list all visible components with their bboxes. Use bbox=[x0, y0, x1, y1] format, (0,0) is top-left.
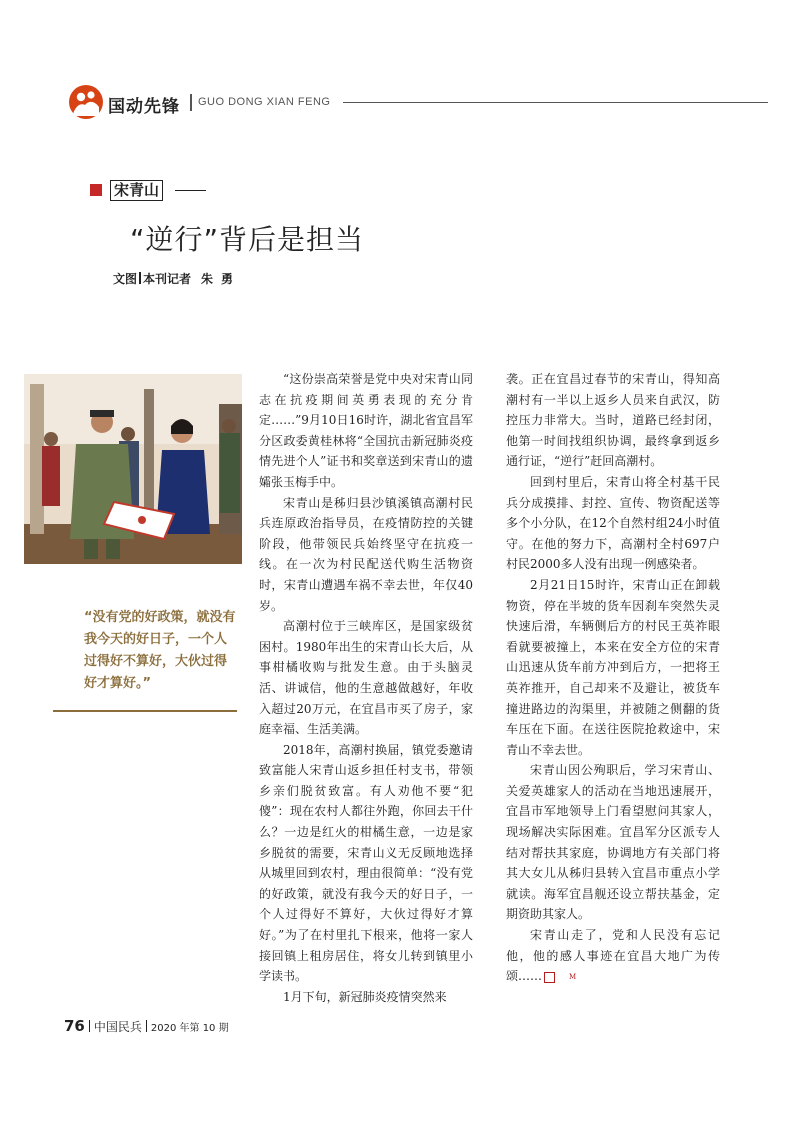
byline bbox=[113, 270, 241, 287]
paragraph: 宋青山因公殉职后，学习宋青山、关爱英雄家人的活动在当地迅速展开，宜昌市军地领导上门看望慰问其家人，现场解决实际困难。宜昌军分区派专人结对帮扶其家庭，协调地方有关部门将其大女儿从秭归县转入宜昌市重点小学就读。海军宜昌舰还设立帮扶基金，定期资助其家人。 bbox=[506, 763, 720, 922]
body-column-2 bbox=[506, 369, 720, 987]
paragraph: 回到村里后，宋青山将全村基干民兵分成摸排、封控、宣传、物资配送等多个小分队，在12个自然村组24小时值守。在他的努力下，高潮村全村697户村民2000多人没有出现一例感染者。 bbox=[506, 474, 720, 572]
byline-role: 本刊记者 bbox=[143, 272, 192, 286]
page-number: 76 bbox=[64, 1017, 85, 1035]
paragraph: 2018年，高潮村换届，镇党委邀请致富能人宋青山返乡担任村支书，带领乡亲们脱贫致富。有人劝他不要“犯傻”：现在农村人都往外跑，你回去干什么？一边是红火的柑橘生意，一边是家乡脱贫的需要，宋青山义无反顾地选择从城里回到农村，理由很简单：“没有党的好政策，就没有我今天的好日子，一个人过得好不算好，大伙过得好才算好。”为了在村里扎下根来，他将一家人接回镇上租房居住，将女儿转到镇里小学读书。 bbox=[259, 742, 473, 984]
end-mark-icon: M bbox=[544, 972, 555, 983]
final-text: 宋青山走了，党和人民没有忘记他，他的感人事迹在宜昌大地广为传颂…… bbox=[506, 928, 720, 984]
paragraph: 宋青山是秭归县沙镇溪镇高潮村民兵连原政治指导员，在疫情防控的关键阶段，他带领民兵始终坚守在抗疫一线。在一次为村民配送代购生活物资时，宋青山遭遇车祸不幸去世，年仅40岁。 bbox=[259, 495, 473, 613]
pull-quote: “没有党的好政策，就没有我今天的好日子，一个人过得好不算好，大伙过得好才算好。” bbox=[84, 610, 236, 691]
byline-author: 朱勇 bbox=[201, 272, 242, 286]
page-footer bbox=[64, 1017, 229, 1035]
section-divider bbox=[190, 94, 192, 111]
paragraph-continuation: 袭。正在宜昌过春节的宋青山，得知高潮村有一半以上返乡人员来自武汉，防控压力非常大。当时，道路已经封闭，他第一时间找组织协调，最终拿到返乡通行证，“逆行”赶回高潮村。 bbox=[506, 372, 720, 469]
issue-label: 2020 年第 10 期 bbox=[150, 1023, 229, 1034]
article-photo bbox=[24, 374, 242, 564]
paragraph: 2月21日15时许，宋青山正在卸载物资，停在半坡的货车因刹车突然失灵快速后滑，车辆侧后方的村民王英祚眼看就要被撞上，本来在安全方位的宋青山迅速从货车前方冲到后方，一把将王英祚推开，自己却来不及避让，被货车撞进路边的沟渠里，并被随之侧翻的货车压在下面。在送往医院抢救途中，宋青山不幸去世。 bbox=[506, 577, 720, 757]
magazine-name: 中国民兵 bbox=[93, 1020, 142, 1034]
paragraph: “这份崇高荣誉是党中央对宋青山同志在抗疫期间英勇表现的充分肯定……”9月10日16时许，湖北省宜昌军分区政委黄桂林将“全国抗击新冠肺炎疫情先进个人”证书和奖章送到宋青山的遗孀张玉梅手中。 bbox=[259, 372, 473, 489]
person-name-tag: 宋青山 bbox=[110, 180, 163, 201]
paragraph: 高潮村位于三峡库区，是国家级贫困村。1980年出生的宋青山长大后，从事柑橘收购与批发生意。由于头脑灵活、讲诚信，他的生意越做越好，年收入超过20万元，在宜昌市买了房子，家庭幸福、生活美满。 bbox=[259, 619, 473, 737]
section-logo-icon bbox=[68, 84, 104, 120]
pull-quote-rule bbox=[53, 710, 237, 712]
byline-label: 文图 bbox=[113, 272, 138, 286]
section-pinyin: GUO DONG XIAN FENG bbox=[198, 96, 331, 108]
headline: “逆行”背后是担当 bbox=[130, 223, 365, 256]
red-square-marker bbox=[90, 184, 102, 196]
tag-line bbox=[175, 190, 206, 191]
header-rule bbox=[343, 102, 768, 103]
body-column-1 bbox=[259, 369, 473, 1007]
paragraph: 1月下旬，新冠肺炎疫情突然来 bbox=[283, 989, 447, 1004]
section-title: 国动先锋 bbox=[108, 97, 180, 117]
paragraph-final bbox=[506, 925, 720, 987]
